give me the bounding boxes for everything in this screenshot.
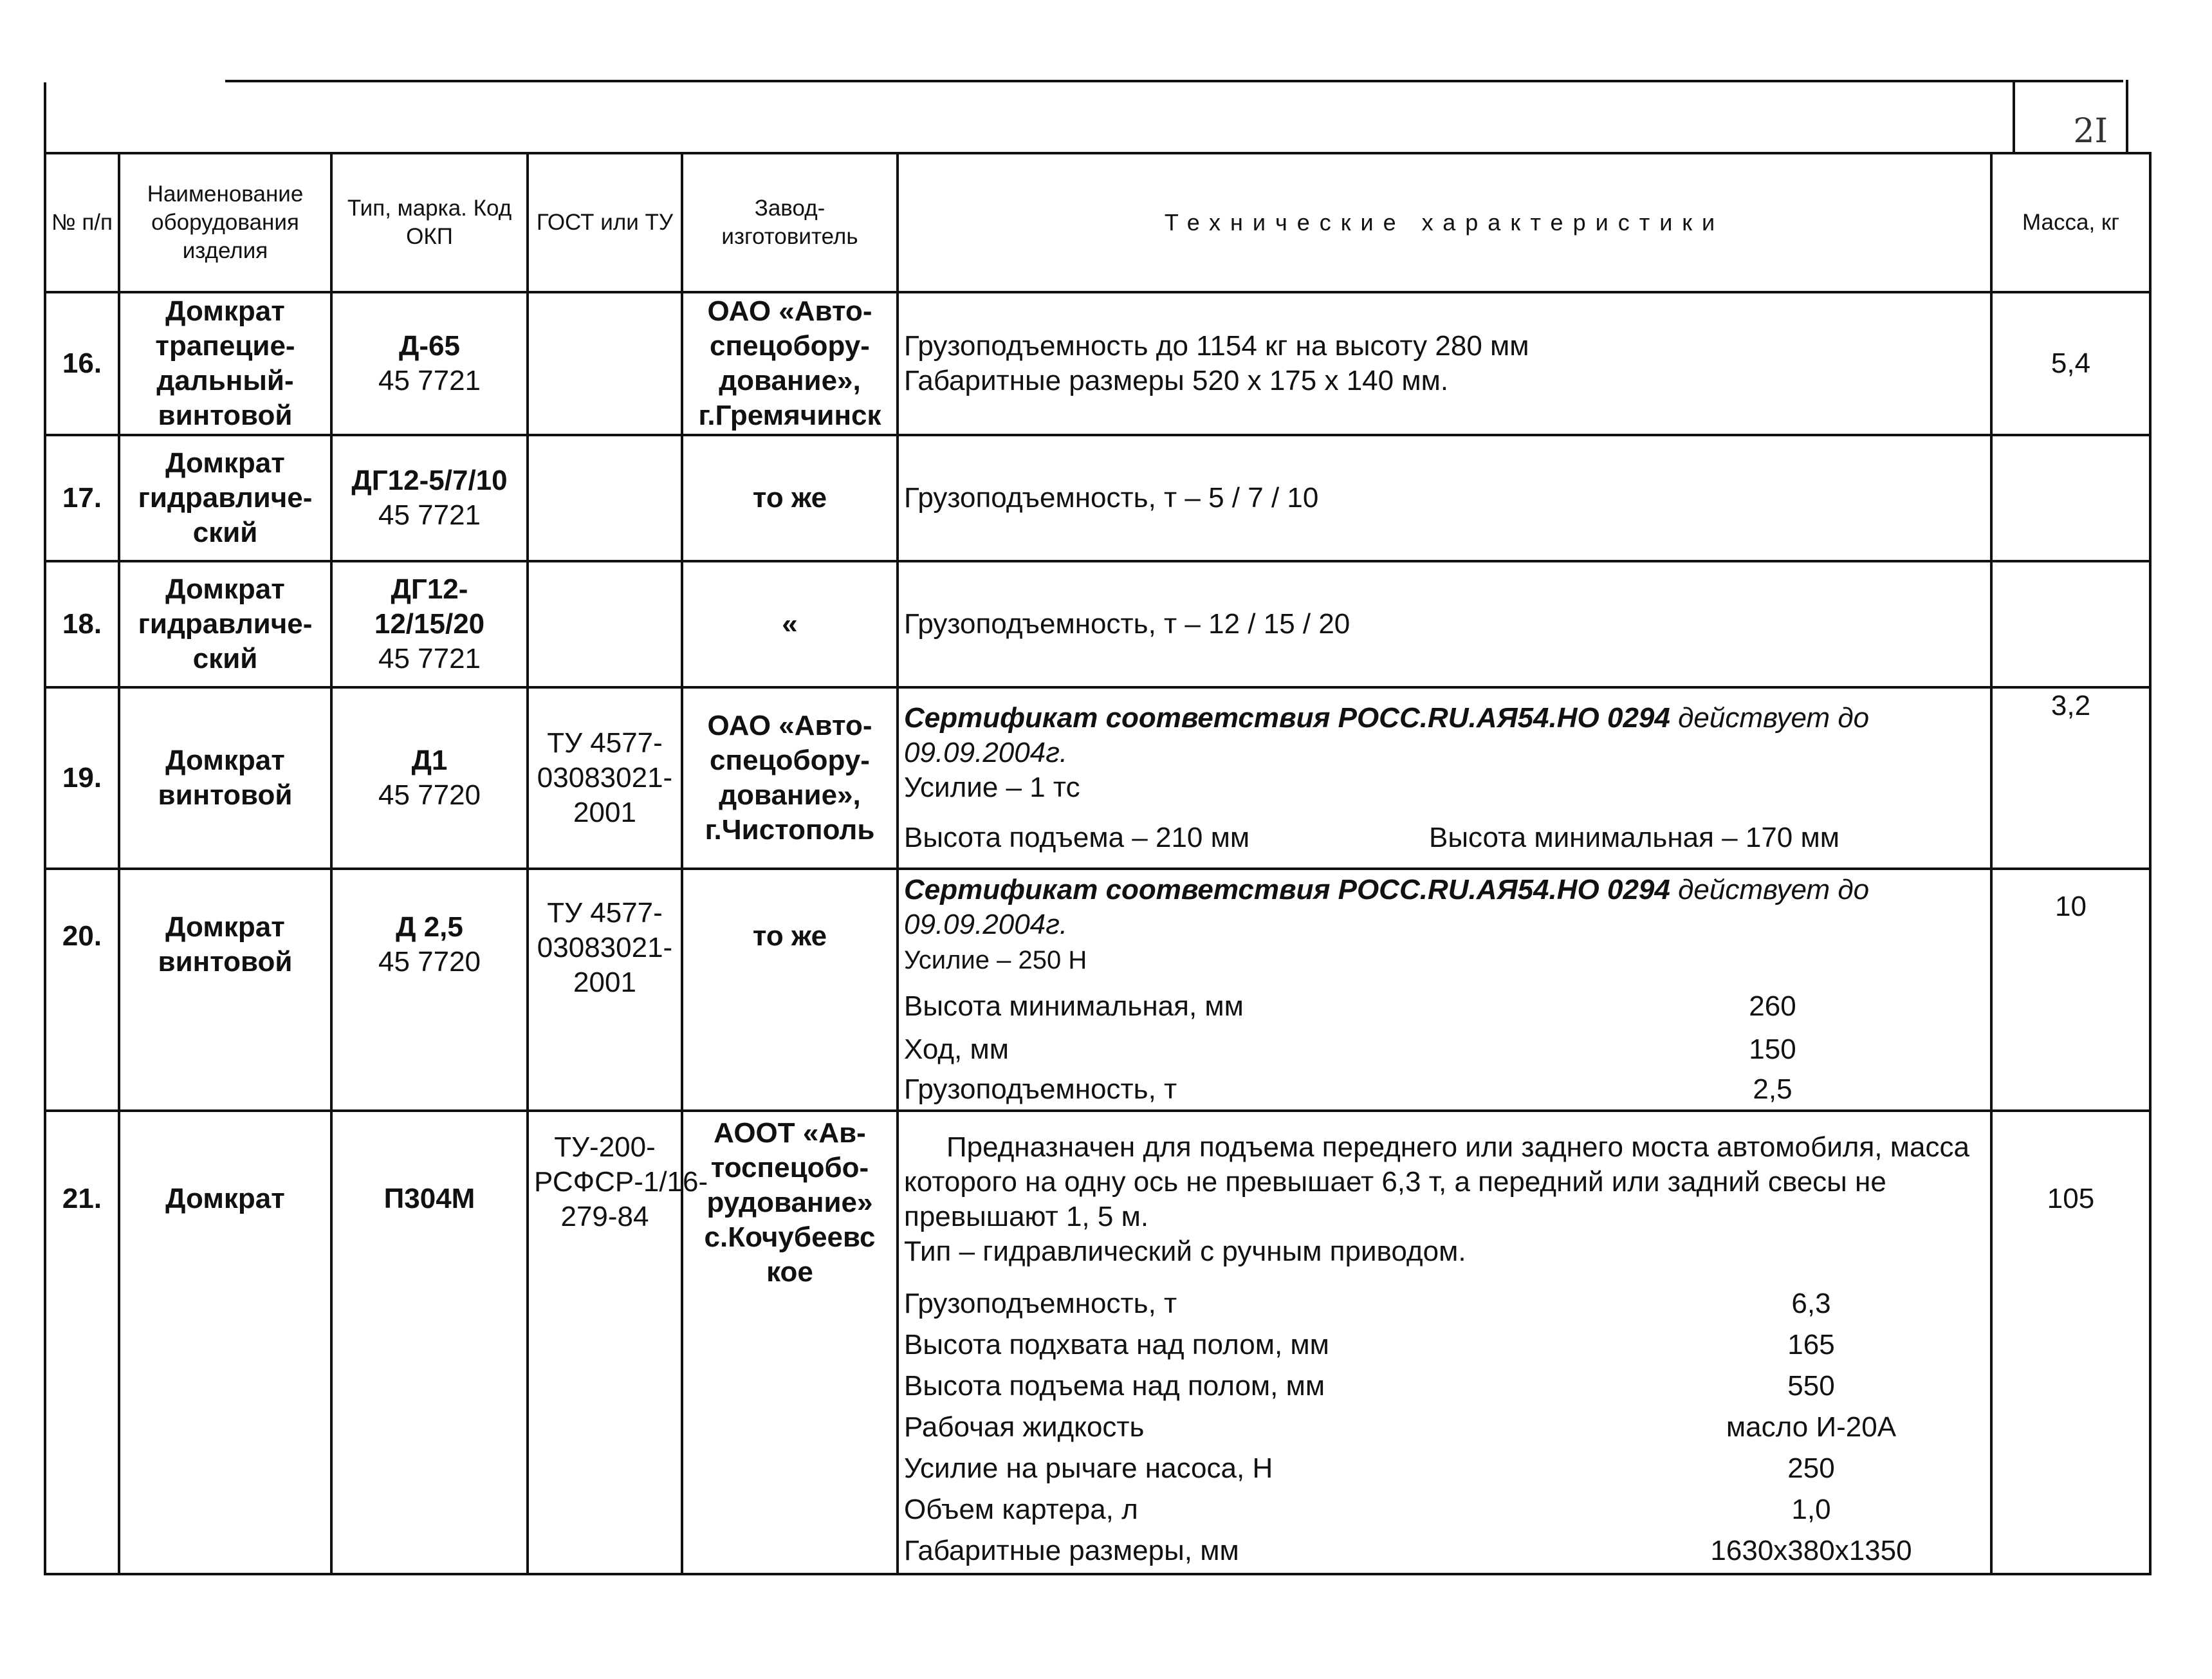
spec-row: Рабочая жидкость масло И-20А <box>904 1411 1897 1443</box>
row-tech <box>898 292 1991 435</box>
spec-row: Ход, мм 150 <box>904 1034 1796 1065</box>
row-name: Домкрат винтовой <box>119 687 331 869</box>
header-maker: Завод-изготовитель <box>682 153 898 292</box>
header-mass: Масса, кг <box>1991 153 2150 292</box>
row-mass <box>1991 561 2150 687</box>
spec-row: Грузоподъемность, т 2,5 <box>904 1073 1793 1105</box>
type-mark: Д-65 <box>399 330 460 362</box>
row-mass <box>1991 435 2150 561</box>
type-mark: ДГ12-5/7/10 <box>351 465 508 496</box>
row-gost <box>528 435 682 561</box>
row-tech <box>898 1111 1991 1574</box>
tech-line: Грузоподъемность до 1154 кг на высоту 280 мм <box>904 330 1529 362</box>
row-type: П304М <box>331 1111 528 1574</box>
row-gost: ТУ-200-РСФСР-1/16-279-84 <box>528 1111 682 1574</box>
header-name: Наименование оборудования изделия <box>119 153 331 292</box>
header-num: № п/п <box>45 153 119 292</box>
row-gost: ТУ 4577-03083021-2001 <box>528 687 682 869</box>
row-name: Домкрат трапецие-дальный-винтовой <box>119 292 331 435</box>
force-line: Усилие – 250 Н <box>904 946 1087 974</box>
row-maker: то же <box>682 435 898 561</box>
row-num: 16. <box>45 292 119 435</box>
spec-row: Объем картера, л 1,0 <box>904 1494 1831 1525</box>
table-row <box>45 1111 2150 1574</box>
height-min: Высота минимальная – 170 мм <box>1429 822 1839 853</box>
page-number-box <box>2013 80 2128 154</box>
page-number: 2I <box>2073 112 2108 151</box>
tech-line: Габаритные размеры 520 х 175 х 140 мм. <box>904 365 1449 396</box>
force-line: Усилие – 1 тс <box>904 772 1080 803</box>
okp-code: 45 7721 <box>378 499 481 531</box>
certificate-line: Сертификат соответствия РОСС.RU.АЯ54.НО 0294 действует до 09.09.2004г. <box>904 702 1870 768</box>
row-gost: ТУ 4577-03083021-2001 <box>528 869 682 1111</box>
row-name: Домкрат винтовой <box>119 869 331 1111</box>
okp-code: 45 7720 <box>378 946 481 978</box>
row-name: Домкрат гидравличе-ский <box>119 561 331 687</box>
row-tech <box>898 561 1991 687</box>
okp-code: 45 7721 <box>378 365 481 396</box>
row-num: 21. <box>45 1111 119 1574</box>
type-mark: Д 2,5 <box>396 911 463 943</box>
description-text: Предназначен для подъема переднего или заднего моста автомобиля, масса которого на одну ось не превышает 6,3 т, а передний или задний свесы не превышают 1, 5 м. <box>904 1131 1969 1232</box>
table-row <box>45 435 2150 561</box>
row-num: 20. <box>45 869 119 1111</box>
row-type <box>331 561 528 687</box>
type-mark: ДГ12-12/15/20 <box>374 573 485 640</box>
row-tech <box>898 435 1991 561</box>
row-maker: ОАО «Авто-спецобору-дование», г.Гремячинск <box>682 292 898 435</box>
tech-line: Грузоподъемность, т – 5 / 7 / 10 <box>904 482 1319 514</box>
height-line <box>904 821 1985 855</box>
row-mass: 10 <box>1991 869 2150 1111</box>
row-maker: то же <box>682 869 898 1111</box>
certificate-line: Сертификат соответствия РОСС.RU.АЯ54.НО 0294 действует до 09.09.2004г. <box>904 874 1870 940</box>
row-type <box>331 435 528 561</box>
spec-row: Высота подхвата над полом, мм 165 <box>904 1329 1835 1360</box>
header-type: Тип, марка. Код ОКП <box>331 153 528 292</box>
row-gost <box>528 561 682 687</box>
table-row <box>45 869 2150 1111</box>
row-type <box>331 687 528 869</box>
row-tech <box>898 687 1991 869</box>
row-name: Домкрат гидравличе-ский <box>119 435 331 561</box>
table-row <box>45 687 2150 869</box>
spec-list <box>904 1283 1985 1572</box>
row-num: 19. <box>45 687 119 869</box>
row-type <box>331 292 528 435</box>
row-maker: « <box>682 561 898 687</box>
table-header-row <box>45 153 2150 292</box>
table-row <box>45 292 2150 435</box>
row-maker: ОАО «Авто-спецобору-дование», г.Чистополь <box>682 687 898 869</box>
spec-row: Высота минимальная, мм 260 <box>904 990 1796 1022</box>
table-row <box>45 561 2150 687</box>
row-type <box>331 869 528 1111</box>
row-maker: АООТ «Ав-тоспецобо-рудование» с.Кочубеевс кое <box>682 1111 898 1574</box>
height-lift: Высота подъема – 210 мм <box>904 822 1250 853</box>
equipment-table <box>44 152 2152 1575</box>
spec-row: Грузоподъемность, т 6,3 <box>904 1288 1831 1319</box>
tech-line: Грузоподъемность, т – 12 / 15 / 20 <box>904 608 1350 640</box>
type-mark: Д1 <box>411 745 448 776</box>
spec-row: Высота подъема над полом, мм 550 <box>904 1370 1835 1402</box>
okp-code: 45 7720 <box>378 779 481 811</box>
row-mass: 105 <box>1991 1111 2150 1574</box>
row-num: 17. <box>45 435 119 561</box>
row-num: 18. <box>45 561 119 687</box>
row-name: Домкрат <box>119 1111 331 1574</box>
row-gost <box>528 292 682 435</box>
okp-code: 45 7721 <box>378 643 481 674</box>
spec-row: Габаритные размеры, мм 1630х380х1350 <box>904 1535 1912 1566</box>
type-line: Тип – гидравлический с ручным приводом. <box>904 1236 1466 1267</box>
top-border-line <box>225 80 2123 82</box>
row-tech <box>898 869 1991 1111</box>
row-mass: 5,4 <box>1991 292 2150 435</box>
spec-row: Усилие на рычаге насоса, Н 250 <box>904 1452 1835 1484</box>
header-gost: ГОСТ или ТУ <box>528 153 682 292</box>
left-border-line <box>44 82 46 154</box>
row-mass: 3,2 <box>1991 687 2150 869</box>
header-tech: Технические характеристики <box>898 153 1991 292</box>
